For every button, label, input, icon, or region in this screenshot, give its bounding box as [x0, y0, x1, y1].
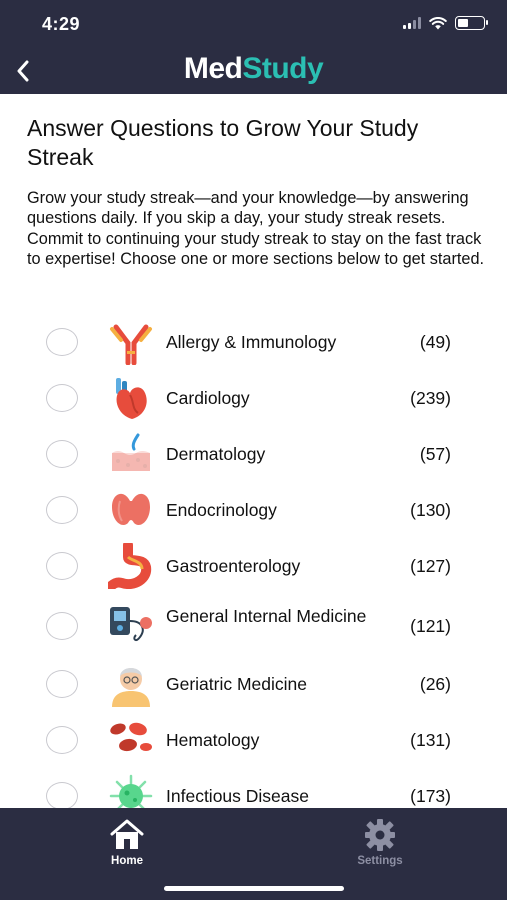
section-label: Cardiology [166, 388, 250, 408]
section-label: General Internal Medicine [166, 606, 367, 626]
status-bar [0, 0, 507, 48]
battery-icon [455, 16, 485, 30]
section-count: (26) [419, 674, 451, 694]
section-label: Dermatology [166, 444, 266, 464]
section-row-general-internal-medicine[interactable] [0, 596, 507, 658]
tab-home-label: Home [111, 855, 143, 867]
section-count: (127) [410, 556, 451, 576]
tab-home[interactable] [82, 818, 172, 867]
section-count: (131) [410, 730, 451, 750]
page-description: Grow your study streak—and your knowledge—by answering questions daily. If you skip a day, your study streak resets. Commit to continuing your study streak to stay on the fast track to expertise! Choose one or more sections below to get started. [27, 189, 485, 268]
section-count: (121) [410, 616, 451, 636]
tab-bar [0, 808, 507, 900]
home-indicator[interactable] [164, 886, 344, 891]
blood-cells-icon [108, 717, 154, 763]
section-row-dermatology[interactable] [0, 426, 507, 482]
section-count: (239) [410, 388, 451, 408]
section-count: (57) [419, 444, 451, 464]
section-row-hematology[interactable] [0, 712, 507, 768]
section-row-allergy-immunology[interactable] [0, 314, 507, 370]
tab-settings[interactable] [335, 818, 425, 867]
section-radio[interactable] [46, 782, 78, 808]
stomach-icon [108, 543, 154, 589]
virus-icon [108, 773, 154, 808]
page-title: Answer Questions to Grow Your Study Streak [27, 115, 419, 170]
section-row-geriatric-medicine[interactable] [0, 656, 507, 712]
section-radio[interactable] [46, 726, 78, 754]
section-count: (130) [410, 500, 451, 520]
content-area[interactable] [0, 94, 507, 808]
cellular-signal-icon [403, 17, 421, 29]
section-label: Geriatric Medicine [166, 674, 308, 694]
section-radio[interactable] [46, 384, 78, 412]
tab-settings-label: Settings [357, 855, 403, 867]
thyroid-icon [108, 487, 154, 533]
gear-icon [362, 818, 398, 852]
blood-pressure-icon [108, 603, 154, 649]
section-radio[interactable] [46, 328, 78, 356]
antibody-icon [108, 319, 154, 365]
elderly-person-icon [108, 661, 154, 707]
section-row-infectious-disease[interactable] [0, 768, 507, 808]
home-icon [109, 818, 145, 852]
status-icons [403, 16, 485, 30]
section-radio[interactable] [46, 670, 78, 698]
section-label: Infectious Disease [166, 786, 309, 806]
section-label: Hematology [166, 730, 260, 750]
section-row-gastroenterology[interactable] [0, 538, 507, 594]
section-count: (49) [419, 332, 451, 352]
nav-bar [0, 48, 507, 94]
section-radio[interactable] [46, 552, 78, 580]
section-label: Endocrinology [166, 500, 277, 520]
section-label: Allergy & Immunology [166, 332, 337, 352]
section-radio[interactable] [46, 612, 78, 640]
section-row-endocrinology[interactable] [0, 482, 507, 538]
section-count: (173) [410, 786, 451, 806]
wifi-icon [429, 17, 447, 30]
section-label: Gastroenterology [166, 556, 301, 576]
skin-icon [108, 431, 154, 477]
section-row-cardiology[interactable] [0, 370, 507, 426]
section-radio[interactable] [46, 496, 78, 524]
status-time: 4:29 [42, 14, 81, 34]
medstudy-logo: MedStudy [183, 52, 324, 85]
section-radio[interactable] [46, 440, 78, 468]
heart-icon [108, 375, 154, 421]
